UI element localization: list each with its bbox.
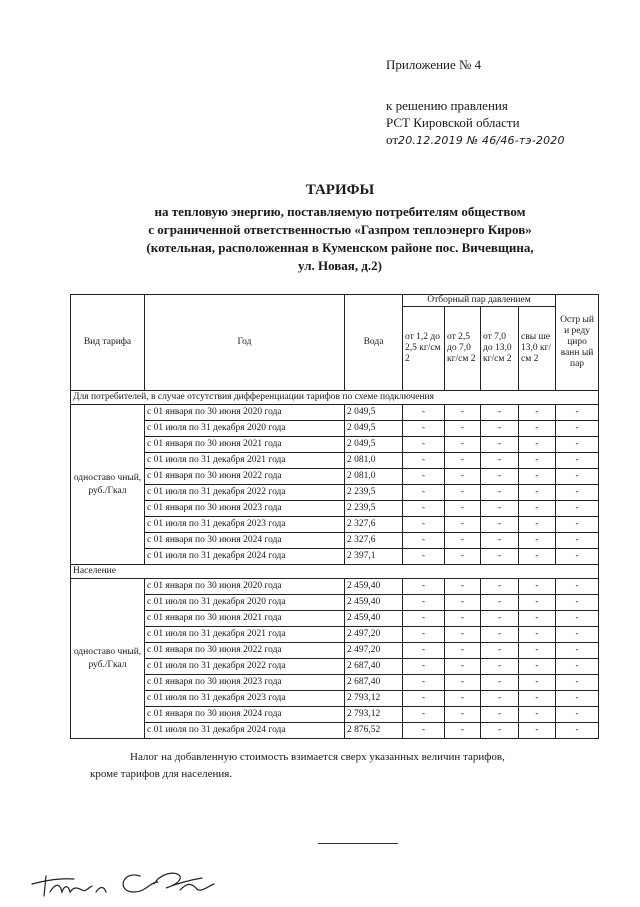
empty-tariff-cell: - — [403, 595, 445, 611]
title-heading: ТАРИФЫ — [305, 182, 375, 198]
empty-tariff-cell: - — [445, 691, 481, 707]
empty-tariff-cell: - — [403, 453, 445, 469]
empty-tariff-cell: - — [403, 627, 445, 643]
handwritten-date: 20.12.2019 № 46/46-тэ-2020 — [398, 134, 565, 147]
empty-tariff-cell: - — [481, 437, 519, 453]
empty-tariff-cell: - — [403, 437, 445, 453]
water-tariff-cell: 2 459,40 — [345, 611, 403, 627]
table-row — [71, 643, 599, 659]
table-row — [71, 405, 599, 421]
empty-tariff-cell: - — [445, 517, 481, 533]
empty-tariff-cell: - — [556, 453, 599, 469]
table-row — [71, 549, 599, 565]
water-tariff-cell: 2 687,40 — [345, 675, 403, 691]
empty-tariff-cell: - — [403, 517, 445, 533]
empty-tariff-cell: - — [519, 453, 556, 469]
empty-tariff-cell: - — [445, 611, 481, 627]
empty-tariff-cell: - — [403, 469, 445, 485]
empty-tariff-cell: - — [481, 643, 519, 659]
period-cell: с 01 января по 30 июня 2022 года — [145, 643, 345, 659]
empty-tariff-cell: - — [445, 643, 481, 659]
empty-tariff-cell: - — [519, 627, 556, 643]
empty-tariff-cell: - — [519, 437, 556, 453]
empty-tariff-cell: - — [445, 437, 481, 453]
period-cell: с 01 июля по 31 декабря 2020 года — [145, 421, 345, 437]
empty-tariff-cell: - — [556, 691, 599, 707]
empty-tariff-cell: - — [445, 533, 481, 549]
water-tariff-cell: 2 397,1 — [345, 549, 403, 565]
water-tariff-cell: 2 793,12 — [345, 691, 403, 707]
empty-tariff-cell: - — [519, 595, 556, 611]
empty-tariff-cell: - — [556, 627, 599, 643]
empty-tariff-cell: - — [519, 533, 556, 549]
empty-tariff-cell: - — [556, 549, 599, 565]
empty-tariff-cell: - — [445, 675, 481, 691]
empty-tariff-cell: - — [445, 579, 481, 595]
empty-tariff-cell: - — [403, 659, 445, 675]
water-tariff-cell: 2 239,5 — [345, 501, 403, 517]
empty-tariff-cell: - — [519, 485, 556, 501]
table-row — [71, 691, 599, 707]
empty-tariff-cell: - — [556, 659, 599, 675]
table-row — [71, 595, 599, 611]
period-cell: с 01 января по 30 июня 2021 года — [145, 437, 345, 453]
water-tariff-cell: 2 327,6 — [345, 533, 403, 549]
empty-tariff-cell: - — [481, 659, 519, 675]
period-cell: с 01 июля по 31 декабря 2020 года — [145, 595, 345, 611]
divider-line — [318, 843, 398, 844]
empty-tariff-cell: - — [481, 405, 519, 421]
empty-tariff-cell: - — [403, 501, 445, 517]
empty-tariff-cell: - — [556, 405, 599, 421]
vat-note-line-2: кроме тарифов для населения. — [90, 768, 233, 780]
empty-tariff-cell: - — [519, 549, 556, 565]
header-sharp-steam: Остр ый и реду циро ванн ый пар — [556, 295, 599, 391]
empty-tariff-cell: - — [556, 675, 599, 691]
empty-tariff-cell: - — [481, 549, 519, 565]
period-cell: с 01 января по 30 июня 2023 года — [145, 675, 345, 691]
table-row — [71, 485, 599, 501]
table-row — [71, 659, 599, 675]
empty-tariff-cell: - — [519, 675, 556, 691]
empty-tariff-cell: - — [481, 517, 519, 533]
water-tariff-cell: 2 239,5 — [345, 485, 403, 501]
header-kind: Вид тарифа — [71, 295, 145, 391]
empty-tariff-cell: - — [403, 421, 445, 437]
period-cell: с 01 июля по 31 декабря 2023 года — [145, 517, 345, 533]
tariff-table — [70, 294, 599, 739]
empty-tariff-cell: - — [519, 643, 556, 659]
empty-tariff-cell: - — [519, 421, 556, 437]
empty-tariff-cell: - — [519, 611, 556, 627]
period-cell: с 01 января по 30 июня 2020 года — [145, 579, 345, 595]
table-row — [71, 723, 599, 739]
section-row-consumers — [71, 391, 599, 405]
empty-tariff-cell: - — [445, 405, 481, 421]
empty-tariff-cell: - — [445, 485, 481, 501]
appendix-line-1: к решению правления — [386, 98, 508, 113]
empty-tariff-cell: - — [481, 675, 519, 691]
empty-tariff-cell: - — [481, 627, 519, 643]
empty-tariff-cell: - — [445, 659, 481, 675]
empty-tariff-cell: - — [519, 691, 556, 707]
empty-tariff-cell: - — [556, 533, 599, 549]
table-row — [71, 421, 599, 437]
section-body-consumers — [71, 405, 599, 565]
table-row — [71, 707, 599, 723]
empty-tariff-cell: - — [519, 659, 556, 675]
water-tariff-cell: 2 081,0 — [345, 469, 403, 485]
header-pressure-4: свы ше 13,0 кг/см 2 — [519, 307, 556, 391]
empty-tariff-cell: - — [556, 611, 599, 627]
empty-tariff-cell: - — [481, 421, 519, 437]
empty-tariff-cell: - — [481, 723, 519, 739]
empty-tariff-cell: - — [556, 723, 599, 739]
period-cell: с 01 января по 30 июня 2024 года — [145, 533, 345, 549]
header-year: Год — [145, 295, 345, 391]
appendix-number: Приложение № 4 — [386, 57, 482, 72]
table-row — [71, 501, 599, 517]
table-row — [71, 533, 599, 549]
water-tariff-cell: 2 876,52 — [345, 723, 403, 739]
vat-note — [90, 749, 600, 783]
signature-graphic — [30, 862, 230, 902]
table-row — [71, 579, 599, 595]
water-tariff-cell: 2 459,40 — [345, 595, 403, 611]
water-tariff-cell: 2 793,12 — [345, 707, 403, 723]
title-line-3: (котельная, расположенная в Куменском районе пос. Вичевщина, — [146, 240, 534, 255]
empty-tariff-cell: - — [403, 707, 445, 723]
appendix-line-2: РСТ Кировской области — [386, 115, 520, 130]
empty-tariff-cell: - — [519, 723, 556, 739]
empty-tariff-cell: - — [403, 611, 445, 627]
water-tariff-cell: 2 049,5 — [345, 437, 403, 453]
empty-tariff-cell: - — [403, 533, 445, 549]
empty-tariff-cell: - — [556, 501, 599, 517]
empty-tariff-cell: - — [403, 549, 445, 565]
period-cell: с 01 января по 30 июня 2024 года — [145, 707, 345, 723]
section-label-population: Население — [71, 565, 599, 579]
tariff-kind-cell: одноставо чный, руб./Гкал — [71, 579, 145, 739]
empty-tariff-cell: - — [481, 501, 519, 517]
header-pressure-2: от 2,5 до 7,0 кг/см 2 — [445, 307, 481, 391]
period-cell: с 01 июля по 31 декабря 2023 года — [145, 691, 345, 707]
empty-tariff-cell: - — [556, 437, 599, 453]
empty-tariff-cell: - — [556, 707, 599, 723]
empty-tariff-cell: - — [403, 643, 445, 659]
water-tariff-cell: 2 327,6 — [345, 517, 403, 533]
period-cell: с 01 июля по 31 декабря 2022 года — [145, 659, 345, 675]
section-row-population — [71, 565, 599, 579]
title-line-2: с ограниченной ответственностью «Газпром теплоэнерго Киров» — [148, 222, 532, 237]
empty-tariff-cell: - — [445, 707, 481, 723]
empty-tariff-cell: - — [445, 421, 481, 437]
empty-tariff-cell: - — [481, 485, 519, 501]
water-tariff-cell: 2 687,40 — [345, 659, 403, 675]
appendix-date-prefix: от — [386, 132, 399, 147]
empty-tariff-cell: - — [556, 579, 599, 595]
empty-tariff-cell: - — [403, 723, 445, 739]
period-cell: с 01 июля по 31 декабря 2022 года — [145, 485, 345, 501]
empty-tariff-cell: - — [519, 579, 556, 595]
empty-tariff-cell: - — [481, 611, 519, 627]
empty-tariff-cell: - — [519, 469, 556, 485]
header-pressure-1: от 1,2 до 2,5 кг/см 2 — [403, 307, 445, 391]
empty-tariff-cell: - — [481, 595, 519, 611]
water-tariff-cell: 2 081,0 — [345, 453, 403, 469]
table-header-row — [71, 295, 599, 307]
header-pressure-3: от 7,0 до 13,0 кг/см 2 — [481, 307, 519, 391]
title-line-1: на тепловую энергию, поставляемую потребителям обществом — [154, 204, 526, 219]
tariff-kind-cell: одноставо чный, руб./Гкал — [71, 405, 145, 565]
water-tariff-cell: 2 459,40 — [345, 579, 403, 595]
period-cell: с 01 января по 30 июня 2021 года — [145, 611, 345, 627]
empty-tariff-cell: - — [519, 707, 556, 723]
table-row — [71, 469, 599, 485]
empty-tariff-cell: - — [556, 643, 599, 659]
empty-tariff-cell: - — [403, 405, 445, 421]
empty-tariff-cell: - — [556, 469, 599, 485]
table-row — [71, 627, 599, 643]
vat-note-line-1: Налог на добавленную стоимость взимается сверх указанных величин тарифов, — [130, 751, 505, 763]
period-cell: с 01 января по 30 июня 2023 года — [145, 501, 345, 517]
empty-tariff-cell: - — [481, 691, 519, 707]
section-label-consumers: Для потребителей, в случае отсутствия дифференциации тарифов по схеме подключения — [71, 391, 599, 405]
empty-tariff-cell: - — [519, 405, 556, 421]
empty-tariff-cell: - — [519, 517, 556, 533]
empty-tariff-cell: - — [556, 517, 599, 533]
water-tariff-cell: 2 497,20 — [345, 627, 403, 643]
period-cell: с 01 июля по 31 декабря 2024 года — [145, 549, 345, 565]
water-tariff-cell: 2 049,5 — [345, 405, 403, 421]
appendix-date — [386, 131, 565, 149]
appendix-block — [386, 56, 565, 149]
header-water: Вода — [345, 295, 403, 391]
period-cell: с 01 января по 30 июня 2022 года — [145, 469, 345, 485]
table-row — [71, 453, 599, 469]
empty-tariff-cell: - — [445, 627, 481, 643]
empty-tariff-cell: - — [445, 723, 481, 739]
section-body-population — [71, 579, 599, 739]
table-row — [71, 437, 599, 453]
water-tariff-cell: 2 049,5 — [345, 421, 403, 437]
table-row — [71, 675, 599, 691]
document-title — [60, 181, 620, 275]
empty-tariff-cell: - — [481, 453, 519, 469]
title-line-4: ул. Новая, д.2) — [298, 258, 382, 273]
empty-tariff-cell: - — [445, 549, 481, 565]
empty-tariff-cell: - — [445, 501, 481, 517]
table-row — [71, 611, 599, 627]
empty-tariff-cell: - — [403, 675, 445, 691]
water-tariff-cell: 2 497,20 — [345, 643, 403, 659]
signature-area — [30, 862, 230, 907]
empty-tariff-cell: - — [519, 501, 556, 517]
empty-tariff-cell: - — [445, 595, 481, 611]
empty-tariff-cell: - — [445, 453, 481, 469]
period-cell: с 01 июля по 31 декабря 2024 года — [145, 723, 345, 739]
empty-tariff-cell: - — [481, 579, 519, 595]
empty-tariff-cell: - — [481, 469, 519, 485]
empty-tariff-cell: - — [556, 485, 599, 501]
header-steam: Отборный пар давлением — [403, 295, 556, 307]
period-cell: с 01 июля по 31 декабря 2021 года — [145, 627, 345, 643]
empty-tariff-cell: - — [556, 421, 599, 437]
empty-tariff-cell: - — [403, 691, 445, 707]
table-row — [71, 517, 599, 533]
empty-tariff-cell: - — [403, 579, 445, 595]
empty-tariff-cell: - — [445, 469, 481, 485]
empty-tariff-cell: - — [481, 707, 519, 723]
period-cell: с 01 июля по 31 декабря 2021 года — [145, 453, 345, 469]
empty-tariff-cell: - — [481, 533, 519, 549]
empty-tariff-cell: - — [556, 595, 599, 611]
period-cell: с 01 января по 30 июня 2020 года — [145, 405, 345, 421]
empty-tariff-cell: - — [403, 485, 445, 501]
